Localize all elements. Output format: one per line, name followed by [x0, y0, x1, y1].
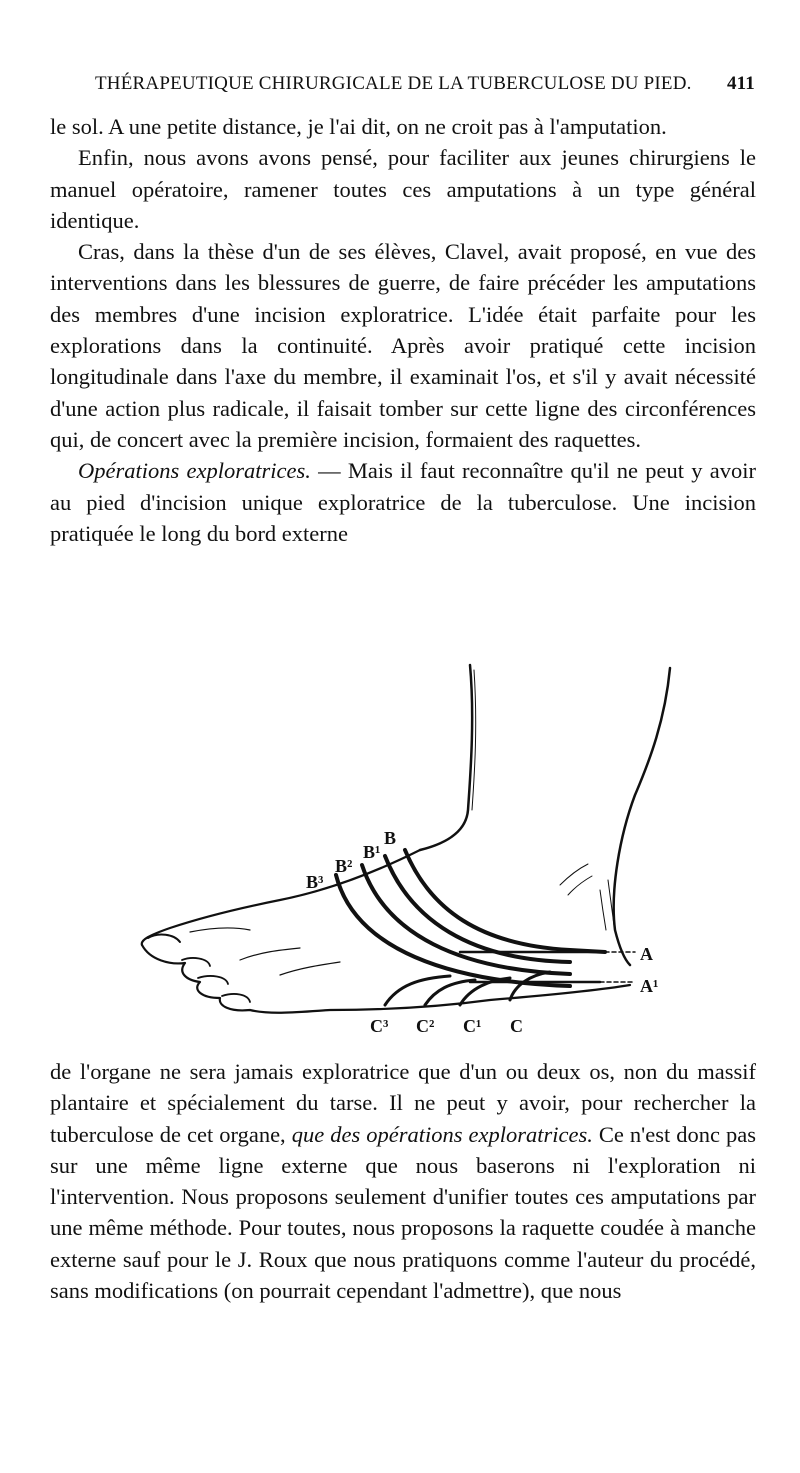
- label-c3: C³: [370, 1016, 389, 1036]
- label-b3: B³: [306, 872, 324, 892]
- paragraph-5-emphasis: que des opérations exploratrices.: [291, 1121, 593, 1147]
- incision-curve-c2: [425, 980, 475, 1005]
- incision-curve-b: [405, 850, 605, 952]
- paragraph-5-text-b: Ce n'est donc pas sur une même ligne externe que nous baserons ni l'exploration ni l'intervention. Nous proposons seulement d'unifier toutes ces amputations par une même méthode. Pour toutes, nous proposons la raquette coudée à manche externe sauf pour le J. Roux que nous pratiquons comme l'auteur du procédé, sans modifications (on pourrait cependant l'admettre), que nous: [50, 1121, 756, 1304]
- running-head-title: THÉRAPEUTIQUE CHIRURGICALE DE LA TUBERCULOSE DU PIED.: [95, 73, 692, 94]
- label-b1: B¹: [363, 842, 381, 862]
- leg-back-outline: [614, 668, 670, 965]
- paragraph-4-text: — Mais il faut reconnaître qu'il ne peut y avoir au pied d'incision unique exploratrice de la tuberculose. Une incision pratiquée le long du bord externe: [50, 458, 756, 546]
- label-c1: C¹: [463, 1016, 482, 1036]
- label-b2: B²: [335, 856, 353, 876]
- paragraph-1: le sol. A une petite distance, je l'ai dit, on ne croit pas à l'amputation.: [50, 114, 667, 139]
- label-a: A: [640, 944, 653, 964]
- incision-curve-b3: [336, 875, 570, 986]
- text-block-top: [50, 111, 756, 549]
- label-a1: A¹: [640, 976, 659, 996]
- paragraph-5: [50, 1056, 756, 1306]
- page-number: 411: [726, 73, 755, 94]
- paragraph-4: [50, 455, 756, 549]
- foot-incision-figure: [130, 660, 690, 1040]
- running-head: [95, 73, 755, 95]
- paragraph-2: Enfin, nous avons avons pensé, pour faciliter aux jeunes chirurgiens le manuel opératoire, ramener toutes ces amputations à un type général identique.: [50, 145, 756, 233]
- text-block-bottom: [50, 1056, 756, 1306]
- paragraph-3: Cras, dans la thèse d'un de ses élèves, Clavel, avait proposé, en vue des interventions dans les blessures de guerre, de faire précéder les amputations des membres d'une incision exploratrice. L'idée était parfaite pour les explorations dans la continuité. Après avoir pratiqué cette incision longitudinale dans l'axe du membre, il examinait l'os, et s'il y avait nécessité d'une action plus radicale, il faisait tomber sur cette ligne des circonférences qui, de concert avec la première incision, formaient des raquettes.: [50, 239, 756, 452]
- label-c: C: [510, 1016, 523, 1036]
- section-heading-operations-exploratrices: Opérations exploratrices.: [78, 458, 311, 484]
- incision-curve-b2: [362, 865, 570, 974]
- foot-illustration: [130, 660, 690, 1040]
- leg-front-outline: [420, 665, 472, 850]
- paragraph-5-text-a: de l'organe ne sera jamais exploratrice que d'un ou deux os, non du massif plantaire et spécialement du tarse. Il ne peut y avoir, pour rechercher la tuberculose de cet organe,: [50, 1059, 756, 1147]
- label-b: B: [384, 828, 397, 848]
- label-c2: C²: [416, 1016, 435, 1036]
